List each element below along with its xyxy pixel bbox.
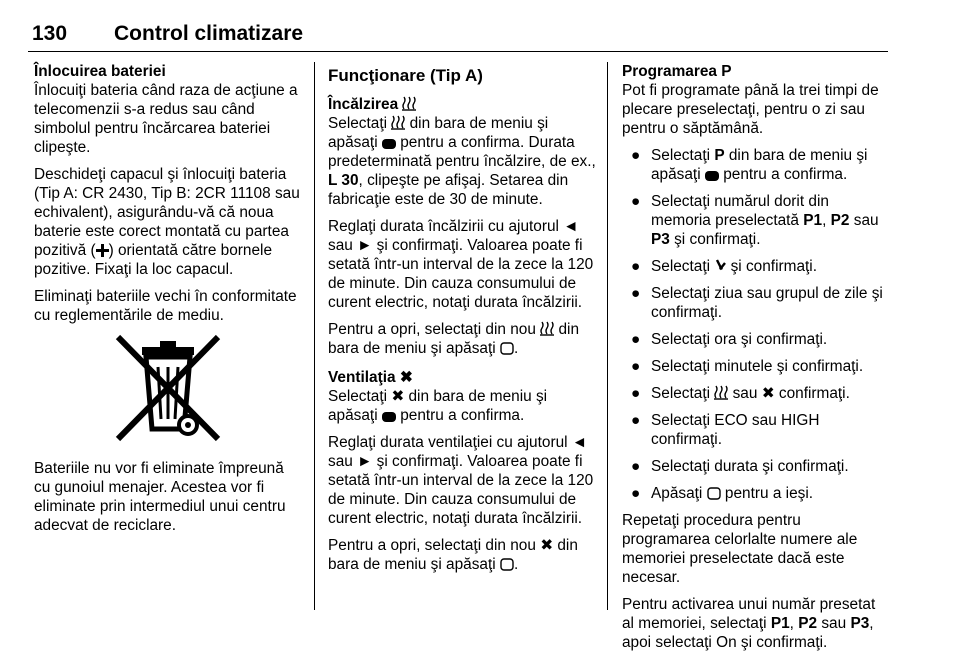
column-programming	[622, 62, 888, 660]
column-battery	[34, 62, 300, 543]
column-divider	[314, 62, 315, 610]
bullet-icon: ●	[631, 258, 641, 275]
battery-paragraph: Eliminaţi bateriile vechi în conformitate cu reglementările de mediu.	[34, 288, 297, 324]
bullet-icon: ●	[631, 147, 641, 164]
programming-steps	[622, 146, 888, 503]
bullet-icon: ●	[631, 193, 641, 210]
bullet-icon: ●	[631, 412, 641, 429]
list-item: ● Selectaţi sau ✖ confirmaţi.	[631, 385, 850, 402]
heating-icon	[391, 115, 405, 130]
list-item: ● Selectaţi durata şi confirmaţi.	[631, 458, 849, 475]
fan-icon: ✖	[540, 537, 554, 554]
bullet-icon: ●	[631, 458, 641, 475]
exit-button-icon	[500, 558, 514, 571]
column-divider	[607, 62, 608, 610]
list-item: ● Selectaţi P din bara de meniu şi apăsaţi pentru a confirma.	[631, 147, 868, 183]
programming-paragraph: Pentru activarea unui număr presetat al memoriei, selectaţi P1, P2 sau P3, apoi selectaţi On şi confirmaţi.	[622, 596, 876, 651]
list-item: ● Selectaţi şi confirmaţi.	[631, 258, 817, 275]
exit-button-icon	[707, 487, 721, 500]
ventilation-paragraph: Selectaţi ✖ din bara de meniu şi apăsaţi pentru a confirma.	[328, 388, 548, 424]
fan-icon: ✖	[761, 385, 775, 402]
battery-heading: Înlocuirea bateriei	[34, 63, 166, 80]
heating-paragraph: Pentru a opri, selectaţi din nou din bara de meniu şi apăsaţi .	[328, 321, 580, 357]
bullet-icon: ●	[631, 331, 641, 348]
ventilation-paragraph: Reglaţi durata ventilaţiei cu ajutorul ◄ sau ► şi confirmaţi. Valoarea poate fi setată într-un interval de la zece la 120 de minute. Din cauza consumului de curent electric, notaţi durata încălzirii.	[328, 434, 594, 527]
bullet-icon: ●	[631, 385, 641, 402]
section-title: Funcţionare (Tip A)	[328, 66, 483, 85]
heating-paragraph: Reglaţi durata încălzirii cu ajutorul ◄ sau ► şi confirmaţi. Valoarea poate fi setată într-un interval de la zece la 120 de minute. Din cauza consumului de curent electric, notaţi durata încălzirii.	[328, 218, 594, 311]
recycling-figure	[34, 333, 300, 443]
heating-paragraph: Selectaţi din bara de meniu şi apăsaţi pentru a confirma. Durata predeterminată pentru încălzire, de ex., L 30, clipeşte pe afişaj. Setarea din fabricaţie este de 30 de minute.	[328, 115, 596, 208]
programming-heading: Programarea P	[622, 63, 732, 80]
confirm-button-icon	[382, 139, 396, 149]
list-item: ● Selectaţi ECO sau HIGH confirmaţi.	[631, 412, 820, 448]
ventilation-heading: Ventilaţia ✖	[328, 369, 413, 386]
arrow-right-icon: ►	[357, 237, 373, 254]
arrow-left-icon: ◄	[571, 434, 588, 451]
list-item: ● Selectaţi minutele şi confirmaţi.	[631, 358, 864, 375]
list-item: ● Apăsaţi pentru a ieşi.	[631, 485, 814, 502]
heating-icon	[714, 385, 728, 400]
battery-paragraph: Înlocuiţi bateria când raza de acţiune a telecomenzii s-a redus sau când simbolul pentru încărcarea bateriei clipeşte.	[34, 82, 298, 156]
list-item: ● Selectaţi numărul dorit din memoria preselectată P1, P2 sau P3 şi confirmaţi.	[631, 193, 879, 248]
heating-icon	[540, 321, 554, 336]
confirm-button-icon	[705, 171, 719, 181]
programming-paragraph: Repetaţi procedura pentru programarea celorlalte numere ale memoriei preselectate dacă este necesar.	[622, 512, 858, 586]
battery-paragraph: Bateriile nu vor fi eliminate împreună cu gunoiul menajer. Acestea vor fi eliminate prin intermediul unui centru adecvat de reciclare.	[34, 460, 286, 534]
plus-icon	[96, 244, 109, 257]
page-number: 130	[32, 22, 68, 45]
arrow-left-icon: ◄	[563, 218, 579, 235]
list-item: ● Selectaţi ziua sau grupul de zile şi confirmaţi.	[631, 285, 883, 321]
bullet-icon: ●	[631, 285, 641, 302]
ventilation-paragraph: Pentru a opri, selectaţi din nou ✖ din bara de meniu şi apăsaţi .	[328, 537, 578, 573]
column-operation	[328, 62, 596, 582]
arrow-right-icon: ►	[357, 453, 373, 470]
list-item: ● Selectaţi ora şi confirmaţi.	[631, 331, 828, 348]
heating-heading: Încălzirea	[328, 95, 596, 114]
header-rule	[28, 51, 888, 52]
battery-paragraph: Deschideţi capacul şi înlocuiţi bateria (Tip A: CR 2430, Tip B: 2CR 11108 sau echivalent), asigurându-vă că noua baterie este corect montată cu partea pozitivă ( ) orientată către bornele pozitive. Fixaţi la loc capacul.	[34, 166, 300, 278]
chapter-title: Control climatizare	[114, 22, 304, 45]
clock-hand-icon	[714, 259, 726, 273]
fan-icon: ✖	[391, 388, 405, 405]
programming-paragraph: Pot fi programate până la trei timpi de plecare preselectaţi, pentru o zi sau pentru o săptămână.	[622, 82, 879, 137]
confirm-button-icon	[382, 412, 396, 422]
bullet-icon: ●	[631, 358, 641, 375]
crossed-bin-icon	[114, 333, 222, 443]
page-header	[28, 22, 888, 50]
bullet-icon: ●	[631, 485, 641, 502]
heating-icon	[402, 96, 416, 111]
exit-button-icon	[500, 342, 514, 355]
fan-icon: ✖	[399, 369, 413, 386]
